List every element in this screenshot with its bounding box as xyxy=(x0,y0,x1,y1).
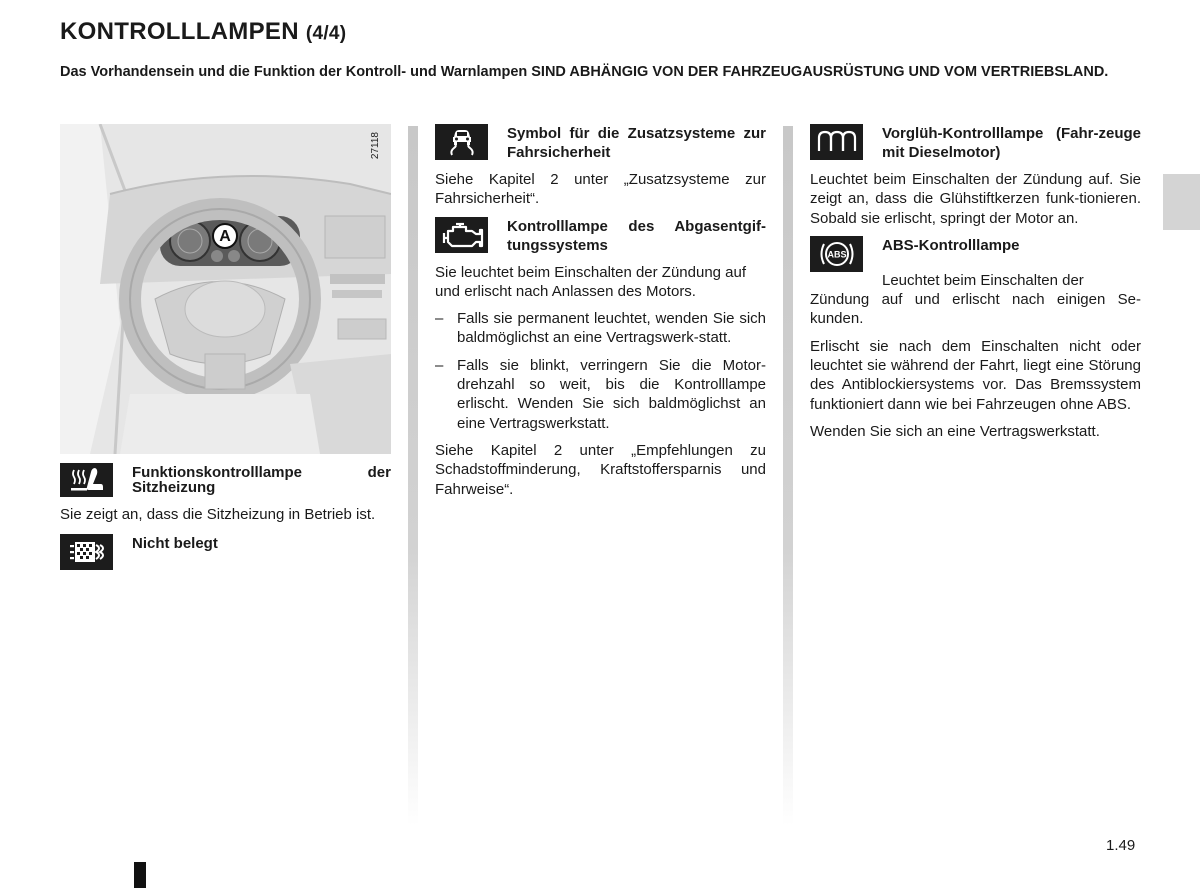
abs-entry xyxy=(810,236,1141,272)
not-used-entry xyxy=(60,534,391,570)
not-used-title: Nicht belegt xyxy=(132,535,218,553)
glow-plug-title: Vorglüh-Kontrolllampe (Fahr-zeuge mit Dieselmotor) xyxy=(882,125,1141,161)
abs-text-3: Wenden Sie sich an eine Vertragswerkstatt. xyxy=(810,422,1100,440)
engine-icon xyxy=(435,217,488,253)
column-separator xyxy=(408,126,418,826)
emission-text: Sie leuchtet beim Einschalten der Zündung auf und erlischt nach Anlassen des Motors. xyxy=(435,263,747,300)
callout-label: A xyxy=(219,228,231,245)
bullet-text: Falls sie permanent leuchtet, wenden Sie sich baldmöglichst an eine Vertragswerk-statt. xyxy=(457,310,766,347)
safety-systems-title: Symbol für die Zusatzsysteme zur Fahrsicherheit xyxy=(507,125,766,161)
seat-heating-title: Funktionskontrolllampe der xyxy=(132,464,391,481)
emission-entry xyxy=(435,217,766,255)
figure-code: 27118 xyxy=(369,132,381,160)
intro-text: Das Vorhandensein und die Funktion der Kontroll- und Warnlampen SIND ABHÄNGIG VON DER FAHRZEUGAUSRÜSTUNG UND VOM VERTRIEBSLAND. xyxy=(60,64,1109,80)
emission-footer: Siehe Kapitel 2 unter „Empfehlungen zu Schadstoffminderung, Kraftstoffersparnis und Fahrweise“. xyxy=(435,441,766,498)
page-edge-marker xyxy=(134,862,146,888)
steering-wheel-illustration xyxy=(60,124,391,454)
column-left xyxy=(60,124,391,570)
glow-plug-icon xyxy=(810,124,863,160)
unassigned-icon xyxy=(60,534,113,570)
bullet-dash: – xyxy=(435,356,444,374)
safety-systems-text: Siehe Kapitel 2 unter „Zusatzsysteme zur Fahrsicherheit“. xyxy=(435,171,766,208)
seat-heating-text: Sie zeigt an, dass die Sitzheizung in Betrieb ist. xyxy=(60,506,376,523)
page-number: 1.49 xyxy=(1106,837,1136,854)
seat-heating-title-full: Sitzheizung xyxy=(132,479,216,496)
bullet-text: Falls sie blinkt, verringern Sie die Motor-drehzahl so weit, bis die Kontrolllampe erlischt. Wenden Sie sich baldmöglichst an eine Vertragswerkstatt. xyxy=(457,356,766,432)
emission-bullet xyxy=(435,309,766,348)
abs-title: ABS-Kontrolllampe xyxy=(882,236,1020,254)
emission-bullet xyxy=(435,356,766,433)
skid-car-icon xyxy=(435,124,488,160)
chapter-tab xyxy=(1163,174,1200,230)
abs-text-1: Leuchtet beim Einschalten der xyxy=(882,271,1084,289)
column-separator xyxy=(783,126,793,826)
abs-text-2: Erlischt sie nach dem Einschalten nicht oder leuchtet sie während der Fahrt, liegt eine Störung des Antiblockiersystems vor. Das Bremssystem funktioniert dann wie bei Fahrzeugen ohne ABS. xyxy=(810,337,1141,413)
seat-heating-icon xyxy=(60,463,113,497)
abs-icon xyxy=(810,236,863,272)
page-title xyxy=(60,18,346,46)
abs-icon-text: ABS xyxy=(826,249,847,260)
dashboard-illustration xyxy=(60,124,391,454)
emission-title: Kontrolllampe des Abgasentgif-tungssystems xyxy=(507,217,766,254)
glow-plug-entry xyxy=(810,124,1141,162)
title-main: KONTROLLLAMPEN xyxy=(60,18,299,45)
column-middle xyxy=(435,124,766,499)
title-suffix: (4/4) xyxy=(305,23,347,44)
abs-text-1-cont: Zündung auf und erlischt nach einigen Se-kunden. xyxy=(810,291,1141,328)
column-right xyxy=(810,124,1141,441)
safety-systems-entry xyxy=(435,124,766,162)
glow-plug-text: Leuchtet beim Einschalten der Zündung auf. Sie zeigt an, dass die Glühstiftkerzen funk-tionieren. Sobald sie erlischt, springt der Motor an. xyxy=(810,171,1141,227)
bullet-dash: – xyxy=(435,310,444,328)
